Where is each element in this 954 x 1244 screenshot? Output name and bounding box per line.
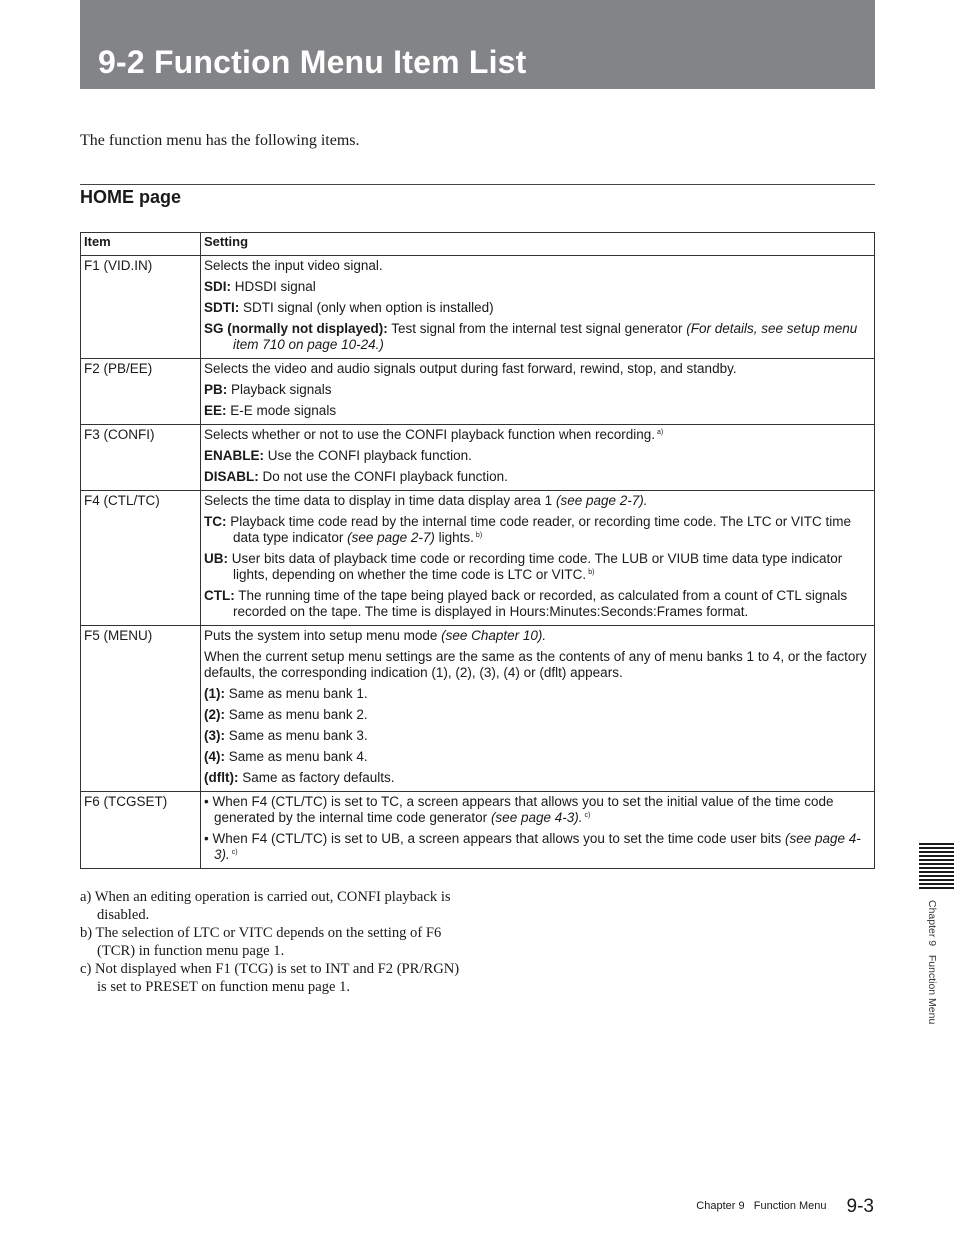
setting-description: Selects whether or not to use the CONFI playback function when recording. $^{a)}$ <box>204 427 664 442</box>
item-cell: F3 (CONFI) <box>81 425 201 491</box>
page-footer <box>696 1196 874 1218</box>
setting-option: PB: Playback signals <box>204 382 332 397</box>
section-divider <box>80 184 875 185</box>
table-row-f3 <box>81 425 875 491</box>
setting-option: (dflt): Same as factory defaults. <box>204 770 395 785</box>
footnote-marker: b) <box>588 569 595 576</box>
item-cell: F1 (VID.IN) <box>81 256 201 359</box>
item-cell: F5 (MENU) <box>81 626 201 792</box>
table-row-f4 <box>81 491 875 626</box>
page-reference: (see page 2-7). <box>555 493 648 508</box>
function-menu-table <box>80 232 875 869</box>
setting-option: UB: User bits data of playback time code or recording time code. The LUB or VIUB time data type indicator lights, depending on whether the time code is LTC or VITC. $^{b)}$ <box>204 551 843 582</box>
footnote-c: c) Not displayed when F1 (TCG) is set to INT and F2 (PR/RGN) is set to PRESET on function menu page 1. <box>80 961 460 995</box>
item-cell: F6 (TCGSET) <box>81 792 201 869</box>
chapter-thumb-tab <box>919 843 954 889</box>
setting-option: (2): Same as menu bank 2. <box>204 707 368 722</box>
table-row-f2 <box>81 359 875 425</box>
setting-option: (3): Same as menu bank 3. <box>204 728 368 743</box>
page-number: 9-3 <box>846 1196 874 1217</box>
setting-description: Puts the system into setup menu mode (see Chapter 10). <box>204 628 547 643</box>
setting-option: SG (normally not displayed): Test signal from the internal test signal generator (For details, see setup menu item 710 on page 10-24.) <box>204 321 858 352</box>
setting-cell <box>201 425 875 491</box>
page-reference: (see Chapter 10). <box>441 628 547 643</box>
setting-option: (1): Same as menu bank 1. <box>204 686 368 701</box>
setting-option: DISABL: Do not use the CONFI playback function. <box>204 469 508 484</box>
setting-cell <box>201 626 875 792</box>
page-reference: (see page 2-7) <box>347 530 435 545</box>
column-header-setting: Setting <box>201 233 875 256</box>
setting-option: ENABLE: Use the CONFI playback function. <box>204 448 472 463</box>
item-cell: F4 (CTL/TC) <box>81 491 201 626</box>
setting-cell <box>201 792 875 869</box>
setting-cell <box>201 256 875 359</box>
page-reference: (For details, see setup menu item 710 on page 10-24.) <box>233 321 858 352</box>
item-cell: F2 (PB/EE) <box>81 359 201 425</box>
setting-bullet: • When F4 (CTL/TC) is set to TC, a screen appears that allows you to set the initial value of the time code generated by the internal time code generator (see page 4-3). $^{c)}$ <box>204 794 834 825</box>
setting-cell <box>201 359 875 425</box>
page-reference: (see page 4-3). <box>490 810 583 825</box>
setting-option: SDTI: SDTI signal (only when option is installed) <box>204 300 494 315</box>
page-reference: (see page 4-3). <box>214 831 861 862</box>
footnote-marker: b) <box>475 532 483 539</box>
setting-cell <box>201 491 875 626</box>
footnote-marker: a) <box>656 429 664 436</box>
setting-option: EE: E-E mode signals <box>204 403 337 418</box>
chapter-header-bar <box>80 0 875 89</box>
table-header-row <box>81 233 875 256</box>
setting-option: CTL: The running time of the tape being played back or recorded, as calculated from a count of CTL signals recorded on the tape. The time is displayed in Hours:Minutes:Seconds:Frames format. <box>204 588 848 619</box>
setting-description: Selects the video and audio signals output during fast forward, rewind, stop, and standby. <box>204 361 737 376</box>
footnote-marker: c) <box>584 812 591 819</box>
table-row-f1 <box>81 256 875 359</box>
table-row-f6 <box>81 792 875 869</box>
table-row-f5 <box>81 626 875 792</box>
setting-option: SDI: HDSDI signal <box>204 279 316 294</box>
footnote-marker: c) <box>231 849 238 856</box>
setting-description-detail: When the current setup menu settings are the same as the contents of any of menu banks 1 to 4, or the factory defaults, the corresponding indication (1), (2), (3), (4) or (dflt) appears. <box>204 649 867 680</box>
side-chapter-label: Chapter 9 Function Menu <box>926 900 938 1025</box>
setting-option: TC: Playback time code read by the internal time code reader, or recording time code. The LTC or VITC time data type indicator (see page 2-7) lights. $^{b)}$ <box>204 514 852 545</box>
column-header-item: Item <box>81 233 201 256</box>
page-title: 9-2 Function Menu Item List <box>98 44 527 80</box>
setting-bullet: • When F4 (CTL/TC) is set to UB, a screen appears that allows you to set the time code user bits (see page 4-3). $^{c)}$ <box>204 831 861 862</box>
setting-description: Selects the input video signal. <box>204 258 383 273</box>
footnotes <box>80 888 460 996</box>
setting-option: (4): Same as menu bank 4. <box>204 749 368 764</box>
intro-text: The function menu has the following items. <box>80 132 360 149</box>
setting-description: Selects the time data to display in time data display area 1 (see page 2-7). <box>204 493 648 508</box>
footer-chapter: Chapter 9 Function Menu <box>696 1200 827 1212</box>
footnote-a: a) When an editing operation is carried out, CONFI playback is disabled. <box>80 889 451 923</box>
footnote-b: b) The selection of LTC or VITC depends on the setting of F6 (TCR) in function menu page 1. <box>80 925 442 959</box>
section-heading: HOME page <box>80 187 182 207</box>
